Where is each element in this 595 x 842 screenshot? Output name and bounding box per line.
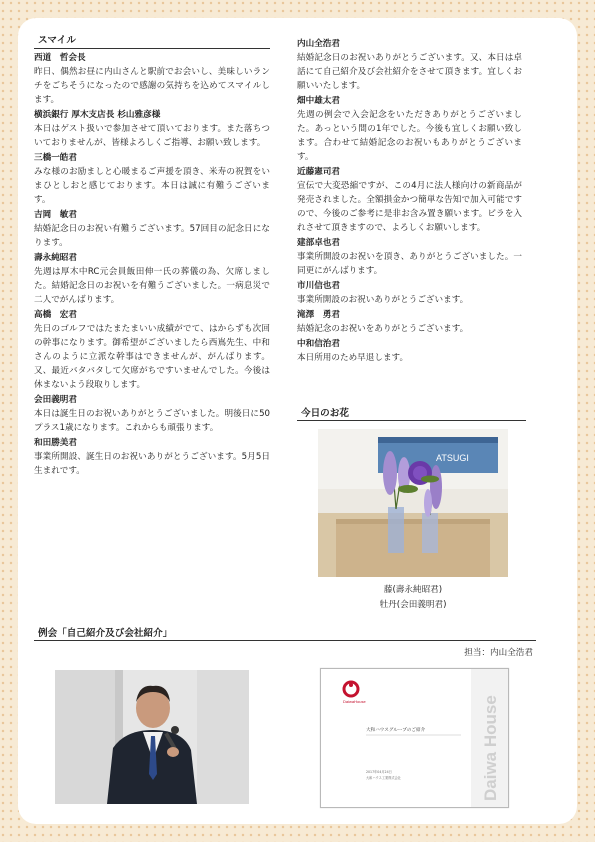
smile-column-left <box>34 34 270 478</box>
smile-message: 事業所開設のお祝いありがとうございます。 <box>297 295 469 305</box>
brochure-logo-text: DaiwaHouse <box>343 699 366 704</box>
speaker-photo <box>55 670 249 804</box>
brochure-company: 大和ハウス工業株式会社 <box>366 776 401 780</box>
section-title-flowers: 今日のお花 <box>297 405 526 421</box>
smile-message: 事業所開設、誕生日のお祝いありがとうございます。5月5日生まれです。 <box>34 452 270 476</box>
flower-photo <box>318 429 508 577</box>
member-name: 壽永純昭君 <box>34 253 77 263</box>
member-name: 中和信治君 <box>297 339 340 349</box>
smile-message: 先日のゴルフではたまたまいい成績がでて、はからずも次回の幹事になります。御希望がございましたら西嶌先生、中和さんのように立派な幹事はできませんが、がんばります。又、最近バタバタして欠席がちですいませんでした。今後は休まないよう段取りします。 <box>34 324 270 390</box>
presenter-label: 担当：内山全浩君 <box>464 648 533 658</box>
member-name: 建部卓也君 <box>297 238 340 248</box>
brochure-brand-vertical: Daiwa House <box>481 695 500 801</box>
smile-message: 結婚記念日のお祝いありがとうございます。又、本日は卓話にて自己紹介及び会社紹介をさせて頂きます。宜しくお願いいたします。 <box>297 53 522 91</box>
member-name: 近藤憲司君 <box>297 167 340 177</box>
member-name: 横浜銀行 厚木支店長 杉山雅彦様 <box>34 110 161 120</box>
member-name: 和田勝美君 <box>34 438 77 448</box>
member-name: 三橋一皓君 <box>34 153 77 163</box>
smile-message: みな様のお励ましと心暖まるご声援を頂き、米寿の祝賀をいまひとしおと感じております。本日は誠に有難うございます。 <box>34 167 270 205</box>
section-title-meeting: 例会「自己紹介及び会社紹介」 <box>34 625 536 641</box>
member-name: 市川信也君 <box>297 281 340 291</box>
smile-message: 宣伝で大変恐縮ですが、この4月に法人様向けの新商品が発売されました。全額損金かつ簡単な告知で加入可能ですので、今後のご参考に是非お含み置き願います。ビラを入れさせて頂きますので、よろしくお願いします。 <box>297 181 522 233</box>
flower-caption <box>318 583 508 613</box>
member-name: 滝澤 勇君 <box>297 310 340 320</box>
brochure-subtitle: 大和ハウスグループのご紹介 <box>366 728 426 733</box>
flower-caption-2: 牡丹(会田義明君) <box>379 600 447 610</box>
banner-text: ATSUGI <box>436 453 469 463</box>
member-name: 内山全浩君 <box>297 39 340 49</box>
member-name: 西道 哲会長 <box>34 53 86 63</box>
smile-message: 結婚記念のお祝いをありがとうございます。 <box>297 324 469 334</box>
smile-message: 事業所開設のお祝いを頂き、ありがとうございました。一同更にがんばります。 <box>297 252 522 276</box>
smile-message: 本日は誕生日のお祝いありがとうございました。明後日に50プラス1歳になります。これからも頑張ります。 <box>34 409 270 433</box>
smile-message: 結婚記念日のお祝い有難うございます。57回目の記念日になります。 <box>34 224 270 248</box>
member-name: 会田義明君 <box>34 395 77 405</box>
member-name: 吉岡 敏君 <box>34 210 77 220</box>
smile-message: 本日はゲスト扱いで参加させて頂いております。また落ちついておりませんが、皆様よろしくご指導、お願い致します。 <box>34 124 270 148</box>
section-title-smile: スマイル <box>34 34 270 49</box>
smile-message: 先週の例会で入会記念をいただきありがとうございました。あっという間の1年でした。今後も宜しくお願い致します。合わせて結婚記念のお祝いもありがとうございます。 <box>297 110 522 162</box>
smile-message: 昨日、偶然お昼に内山さんと駅前でお会いし、美味しいランチをごちそうになったので感謝の気持ちを込めてスマイルします。 <box>34 67 270 105</box>
brochure-date: 2017年04月24日 <box>366 770 392 774</box>
flower-caption-1: 藤(壽永純昭君) <box>383 585 443 595</box>
smile-message: 先週は厚木中RC元会員飯田伸一氏の葬儀の為、欠席しました。結婚記念日のお祝いを有難うございました。一病息災で二人でがんばります。 <box>34 267 270 305</box>
member-name: 高橋 宏君 <box>34 310 77 320</box>
smile-message: 本日所用のため早退します。 <box>297 353 409 363</box>
company-brochure <box>320 668 509 808</box>
smile-column-right <box>297 34 522 365</box>
member-name: 畑中雄太君 <box>297 96 340 106</box>
